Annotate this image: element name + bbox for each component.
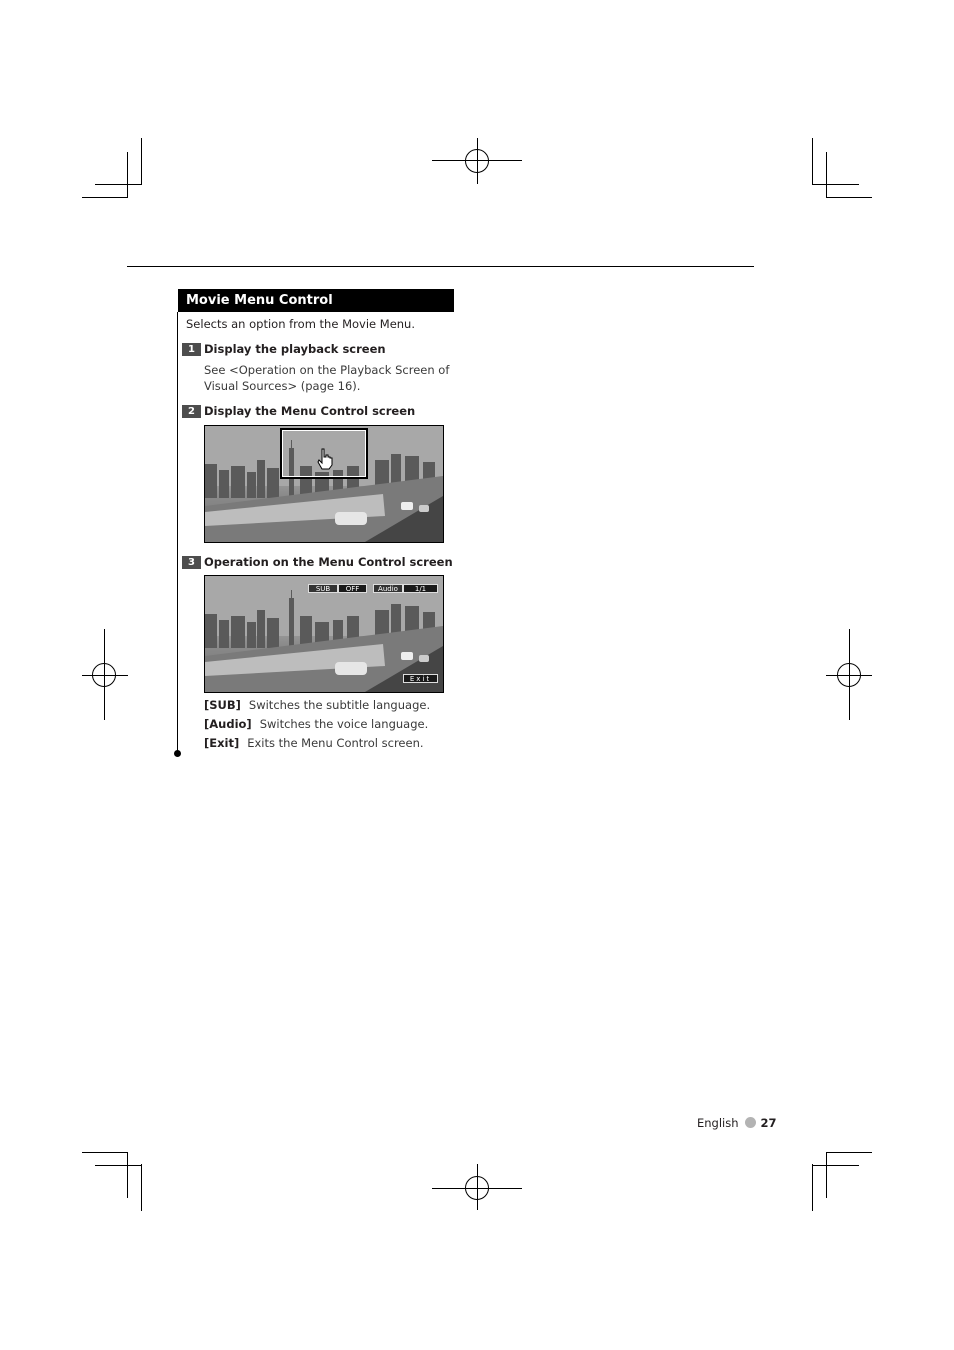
header-rule [127,266,754,267]
key-desc-exit [204,735,424,751]
step-2-number: 2 [182,405,201,418]
exit-osd-button[interactable]: Exit [403,674,438,683]
sub-osd-button[interactable]: SUB [308,584,338,593]
step-1-label: Display the playback screen [204,342,386,356]
section-intro: Selects an option from the Movie Menu. [186,317,416,331]
page-footer [697,1115,777,1131]
page-number: 27 [760,1116,777,1130]
step-2-label: Display the Menu Control screen [204,404,416,418]
section-end-dot [174,750,181,757]
step-3-label: Operation on the Menu Control screen [204,555,453,569]
step-1-number: 1 [182,343,201,356]
footer-language: English [697,1116,739,1130]
section-sidebar-line [177,312,178,754]
key-desc-audio [204,716,428,732]
playback-screen-image[interactable] [204,425,444,543]
key-audio: [Audio] [204,717,252,731]
key-desc-sub [204,697,430,713]
step-3-number: 3 [182,556,201,569]
step-1-text: See <Operation on the Playback Screen of Visual Sources> (page 16). [204,363,450,393]
key-exit-desc: Exits the Menu Control screen. [247,736,424,750]
key-audio-desc: Switches the voice language. [259,717,429,731]
audio-osd-button[interactable]: Audio [373,584,403,593]
sub-osd-value: OFF [338,584,367,593]
footer-bullet-icon [745,1117,756,1128]
key-sub-desc: Switches the subtitle language. [248,698,431,712]
hand-pointer-icon [317,448,333,470]
menu-control-screen-image [204,575,444,693]
section-title: Movie Menu Control [178,289,454,312]
audio-osd-value: 1/1 [403,584,438,593]
key-sub: [SUB] [204,698,241,712]
key-exit: [Exit] [204,736,240,750]
